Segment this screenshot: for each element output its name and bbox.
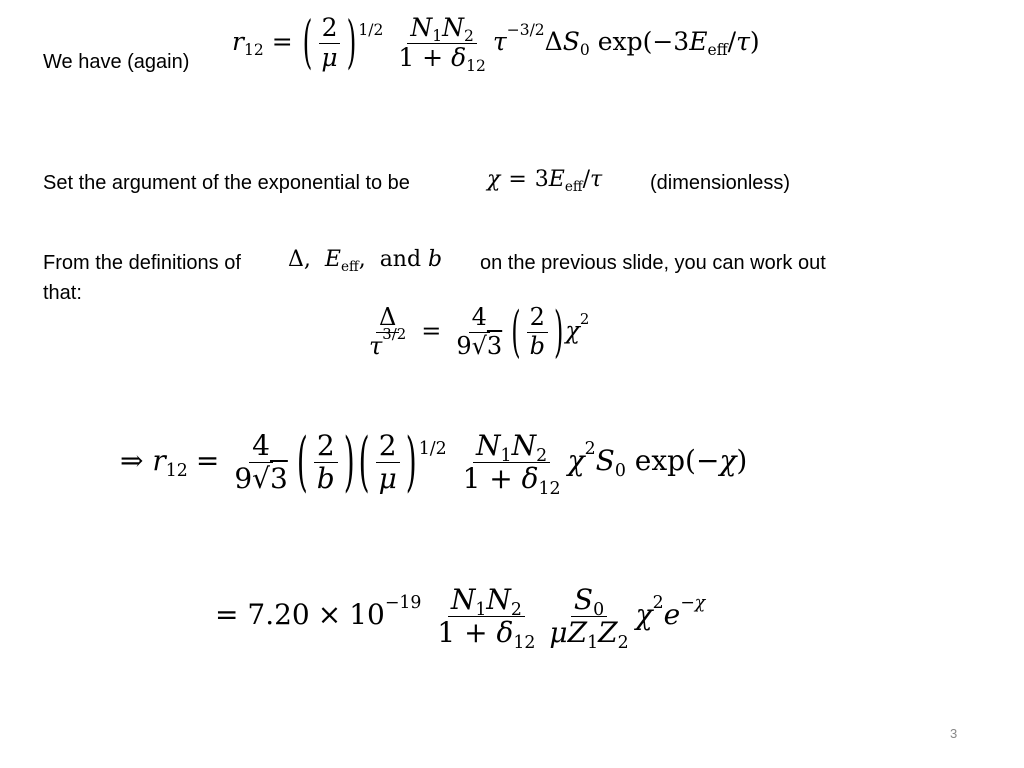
exponent: −19 [384,592,422,613]
inline-symbols: Δ, $E_{eff}$, and b [288,247,443,275]
line3-prefix: From the definitions of [43,252,241,274]
line1-label: We have (again) [43,51,190,73]
line3-cont: that: [43,282,82,304]
page-number: 3 [950,726,958,741]
coefficient: 7.20 [247,598,310,632]
equation-r12-definition: $r_{12}$ = ( $\frac{2}{\mu}$ ) $^{1/2}$ $\frac{N_1N_2}{1 + \delta_{12}}$ $\tau^{-3/2}\Delta S_0$ $\exp(-3E_{eff}/\tau)$ [232,8,760,76]
line2-prefix: Set the argument of the exponential to be [43,172,410,194]
line2-suffix: (dimensionless) [650,172,791,194]
line3-suffix: on the previous slide, you can work out [480,252,826,274]
equation-chi-definition: $\chi = 3E_{eff}/\tau$ [487,167,603,195]
equation-r12-numeric: = $7.20 \times 10^{-19}$ $\frac{N_1N_2}{1 + \delta_{12}}$ $\frac{S_0}{\mu Z_1Z_2}$ $\chi^2e^{-\chi}$ [215,583,706,654]
equation-r12-chi-form: ⇒ $r_{12}$ = $\frac{4}{9√3}$ ( $\frac{2}{b}$ ) ( $\frac{2}{\mu}$ ) $^{1/2}$ $\frac{N_1N_2}{1 + \delta_{12}}$ $\chi^2S_0$ exp(−χ) [120,423,748,500]
equation-delta-relation: $\frac{\Delta}{\tau^{3/2}}$ = $\frac{4}{9√3}$ ( $\frac{2}{b}$ )$\chi^2$ [369,299,590,365]
